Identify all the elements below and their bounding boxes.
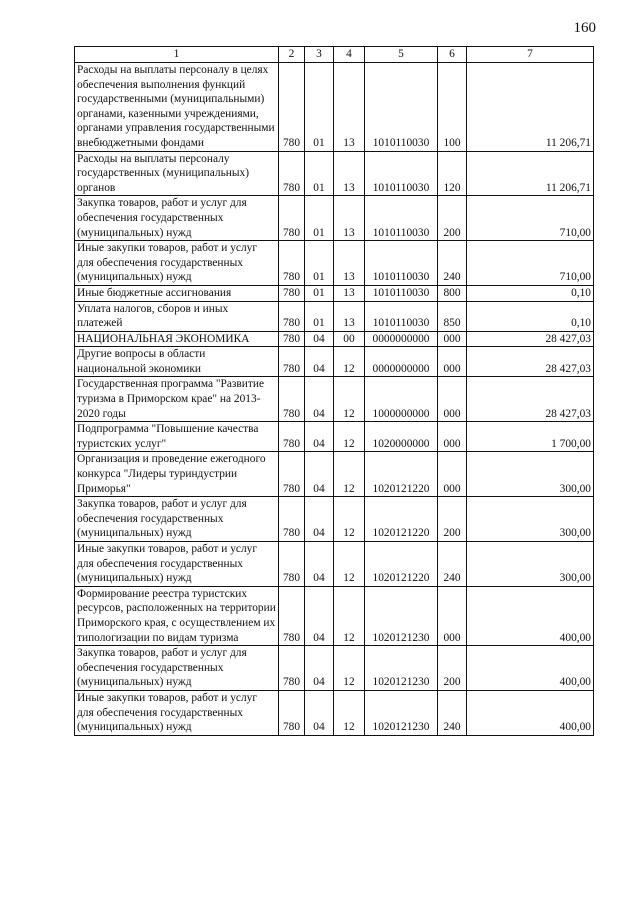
row-amount-cell: 11 206,71 xyxy=(467,151,594,196)
row-expense-type-cell: 000 xyxy=(438,347,467,377)
table-row xyxy=(75,646,594,691)
column-header-4: 4 xyxy=(334,47,365,63)
row-amount-cell: 0,10 xyxy=(467,285,594,301)
row-section-cell: 04 xyxy=(305,690,334,735)
row-section-cell: 01 xyxy=(305,196,334,241)
row-expense-type-cell: 240 xyxy=(438,241,467,286)
row-section-cell: 01 xyxy=(305,241,334,286)
budget-table xyxy=(74,46,594,736)
column-header-6: 6 xyxy=(438,47,467,63)
row-subsection-cell: 12 xyxy=(334,690,365,735)
row-expense-type-cell: 000 xyxy=(438,586,467,645)
row-name-cell: Закупка товаров, работ и услуг для обеспечения государственных (муниципальных) нужд xyxy=(75,196,279,241)
row-subsection-cell: 13 xyxy=(334,151,365,196)
row-code-cell: 780 xyxy=(279,542,305,587)
row-name-cell: Иные закупки товаров, работ и услуг для обеспечения государственных (муниципальных) нужд xyxy=(75,542,279,587)
row-name-cell: Уплата налогов, сборов и иных платежей xyxy=(75,301,279,331)
row-amount-cell: 400,00 xyxy=(467,586,594,645)
row-expense-type-cell: 100 xyxy=(438,63,467,152)
row-section-cell: 04 xyxy=(305,452,334,497)
row-code-cell: 780 xyxy=(279,377,305,422)
row-name-cell: Расходы на выплаты персоналу в целях обеспечения выполнения функций государственными (муниципальными) органами, казенными учреждениями, органами управления государственными внебюджетными фондами xyxy=(75,63,279,152)
row-amount-cell: 710,00 xyxy=(467,241,594,286)
row-expense-type-cell: 120 xyxy=(438,151,467,196)
row-subsection-cell: 13 xyxy=(334,63,365,152)
row-target-article-cell: 1010110030 xyxy=(365,285,438,301)
row-target-article-cell: 1010110030 xyxy=(365,241,438,286)
table-row xyxy=(75,690,594,735)
row-expense-type-cell: 000 xyxy=(438,377,467,422)
column-header-5: 5 xyxy=(365,47,438,63)
table-header-row xyxy=(75,47,594,63)
row-subsection-cell: 12 xyxy=(334,377,365,422)
column-header-2: 2 xyxy=(279,47,305,63)
row-subsection-cell: 13 xyxy=(334,285,365,301)
row-subsection-cell: 12 xyxy=(334,586,365,645)
table-row xyxy=(75,301,594,331)
row-section-cell: 04 xyxy=(305,347,334,377)
row-amount-cell: 28 427,03 xyxy=(467,347,594,377)
table-body xyxy=(75,63,594,736)
row-amount-cell: 300,00 xyxy=(467,542,594,587)
row-target-article-cell: 1010110030 xyxy=(365,301,438,331)
row-expense-type-cell: 240 xyxy=(438,542,467,587)
row-target-article-cell: 1020000000 xyxy=(365,422,438,452)
row-amount-cell: 300,00 xyxy=(467,497,594,542)
row-code-cell: 780 xyxy=(279,452,305,497)
row-code-cell: 780 xyxy=(279,331,305,347)
row-target-article-cell: 1020121230 xyxy=(365,646,438,691)
column-header-3: 3 xyxy=(305,47,334,63)
row-section-cell: 04 xyxy=(305,377,334,422)
row-code-cell: 780 xyxy=(279,151,305,196)
row-expense-type-cell: 000 xyxy=(438,331,467,347)
row-target-article-cell: 1020121230 xyxy=(365,586,438,645)
row-expense-type-cell: 200 xyxy=(438,646,467,691)
row-section-cell: 04 xyxy=(305,646,334,691)
table-row xyxy=(75,347,594,377)
row-target-article-cell: 1010110030 xyxy=(365,151,438,196)
row-name-cell: Закупка товаров, работ и услуг для обеспечения государственных (муниципальных) нужд xyxy=(75,646,279,691)
page-number: 160 xyxy=(573,20,596,36)
row-amount-cell: 400,00 xyxy=(467,646,594,691)
row-subsection-cell: 12 xyxy=(334,646,365,691)
row-name-cell: Другие вопросы в области национальной экономики xyxy=(75,347,279,377)
row-expense-type-cell: 000 xyxy=(438,452,467,497)
row-code-cell: 780 xyxy=(279,63,305,152)
row-section-cell: 04 xyxy=(305,331,334,347)
row-subsection-cell: 00 xyxy=(334,331,365,347)
row-code-cell: 780 xyxy=(279,586,305,645)
row-name-cell: НАЦИОНАЛЬНАЯ ЭКОНОМИКА xyxy=(75,331,279,347)
row-subsection-cell: 13 xyxy=(334,301,365,331)
row-code-cell: 780 xyxy=(279,690,305,735)
row-name-cell: Организация и проведение ежегодного конкурса "Лидеры туриндустрии Приморья" xyxy=(75,452,279,497)
row-target-article-cell: 1000000000 xyxy=(365,377,438,422)
column-header-7: 7 xyxy=(467,47,594,63)
row-section-cell: 01 xyxy=(305,151,334,196)
row-name-cell: Государственная программа "Развитие туризма в Приморском крае" на 2013-2020 годы xyxy=(75,377,279,422)
row-amount-cell: 28 427,03 xyxy=(467,331,594,347)
row-code-cell: 780 xyxy=(279,301,305,331)
row-code-cell: 780 xyxy=(279,285,305,301)
row-name-cell: Закупка товаров, работ и услуг для обеспечения государственных (муниципальных) нужд xyxy=(75,497,279,542)
row-subsection-cell: 12 xyxy=(334,347,365,377)
row-expense-type-cell: 000 xyxy=(438,422,467,452)
row-amount-cell: 400,00 xyxy=(467,690,594,735)
row-amount-cell: 28 427,03 xyxy=(467,377,594,422)
row-target-article-cell: 1020121220 xyxy=(365,452,438,497)
row-section-cell: 01 xyxy=(305,63,334,152)
row-target-article-cell: 1010110030 xyxy=(365,63,438,152)
table-row xyxy=(75,241,594,286)
row-name-cell: Иные закупки товаров, работ и услуг для обеспечения государственных (муниципальных) нужд xyxy=(75,241,279,286)
row-amount-cell: 11 206,71 xyxy=(467,63,594,152)
row-section-cell: 01 xyxy=(305,301,334,331)
table-row xyxy=(75,196,594,241)
table-row xyxy=(75,331,594,347)
row-target-article-cell: 1020121230 xyxy=(365,690,438,735)
row-subsection-cell: 13 xyxy=(334,241,365,286)
table-row xyxy=(75,377,594,422)
row-name-cell: Подпрограмма "Повышение качества туристских услуг" xyxy=(75,422,279,452)
table-row xyxy=(75,63,594,152)
row-section-cell: 04 xyxy=(305,422,334,452)
row-code-cell: 780 xyxy=(279,241,305,286)
row-expense-type-cell: 800 xyxy=(438,285,467,301)
table-row xyxy=(75,452,594,497)
row-name-cell: Формирование реестра туристских ресурсов, расположенных на территории Приморского края, с осуществлением их типологизации по видам туризма xyxy=(75,586,279,645)
table-row xyxy=(75,542,594,587)
row-section-cell: 04 xyxy=(305,497,334,542)
row-target-article-cell: 1010110030 xyxy=(365,196,438,241)
row-name-cell: Иные закупки товаров, работ и услуг для обеспечения государственных (муниципальных) нужд xyxy=(75,690,279,735)
row-amount-cell: 300,00 xyxy=(467,452,594,497)
row-expense-type-cell: 200 xyxy=(438,196,467,241)
table-row xyxy=(75,586,594,645)
row-code-cell: 780 xyxy=(279,347,305,377)
row-code-cell: 780 xyxy=(279,196,305,241)
row-amount-cell: 0,10 xyxy=(467,301,594,331)
row-section-cell: 01 xyxy=(305,285,334,301)
row-expense-type-cell: 200 xyxy=(438,497,467,542)
row-section-cell: 04 xyxy=(305,542,334,587)
row-target-article-cell: 0000000000 xyxy=(365,331,438,347)
table-row xyxy=(75,497,594,542)
row-section-cell: 04 xyxy=(305,586,334,645)
column-header-1: 1 xyxy=(75,47,279,63)
row-subsection-cell: 12 xyxy=(334,542,365,587)
row-name-cell: Расходы на выплаты персоналу государственных (муниципальных) органов xyxy=(75,151,279,196)
row-code-cell: 780 xyxy=(279,646,305,691)
row-name-cell: Иные бюджетные ассигнования xyxy=(75,285,279,301)
row-code-cell: 780 xyxy=(279,422,305,452)
table-row xyxy=(75,285,594,301)
row-target-article-cell: 1020121220 xyxy=(365,542,438,587)
row-code-cell: 780 xyxy=(279,497,305,542)
table-row xyxy=(75,422,594,452)
row-amount-cell: 710,00 xyxy=(467,196,594,241)
row-subsection-cell: 12 xyxy=(334,497,365,542)
row-expense-type-cell: 850 xyxy=(438,301,467,331)
table-row xyxy=(75,151,594,196)
row-subsection-cell: 12 xyxy=(334,422,365,452)
row-target-article-cell: 0000000000 xyxy=(365,347,438,377)
row-subsection-cell: 13 xyxy=(334,196,365,241)
row-target-article-cell: 1020121220 xyxy=(365,497,438,542)
row-amount-cell: 1 700,00 xyxy=(467,422,594,452)
row-expense-type-cell: 240 xyxy=(438,690,467,735)
row-subsection-cell: 12 xyxy=(334,452,365,497)
